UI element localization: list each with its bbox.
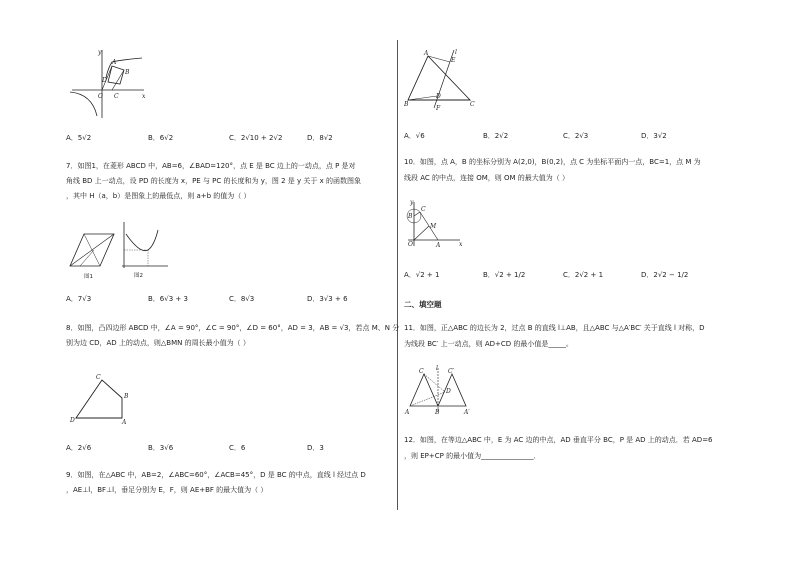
q9-label-l: l (455, 49, 457, 56)
q7-figure-1 (66, 222, 118, 280)
q9-option-a[interactable]: A．√6 (404, 132, 425, 140)
q9-option-b[interactable]: B．2√2 (483, 132, 509, 140)
q8-line-1: 8．如图，凸四边形 ABCD 中，∠A = 90°，∠C = 90°，∠D = 60°，AD = 3，AB = √3，若点 M、N 分 (66, 324, 400, 332)
q6-figure (68, 48, 148, 120)
q10-label-o: O (408, 241, 413, 248)
q6-label-d: D (102, 77, 107, 84)
q8-option-d[interactable]: D．3 (307, 444, 324, 452)
q7-line-2: 角线 BD 上一动点，设 PD 的长度为 x，PE 与 PC 的长度和为 y，图 2 是 y 关于 x 的函数图象 (66, 177, 361, 185)
q8-label-d: D (70, 417, 75, 424)
section-fill-in-header: 二、填空题 (404, 300, 442, 309)
q6-option-a[interactable]: A．5√2 (66, 134, 92, 142)
q8-option-c[interactable]: C．6 (229, 444, 246, 452)
q9-label-a: A (424, 50, 429, 57)
q9-label-b: B (404, 101, 409, 108)
q7-option-a[interactable]: A．7√3 (66, 295, 92, 303)
q10-label-m: M (430, 223, 437, 230)
q9-label-d: D (436, 93, 441, 100)
q11-label-a: A (405, 409, 410, 416)
q7-caption-1: 图1 (84, 274, 93, 280)
q10-label-a: A (436, 242, 441, 249)
q6-label-a: A (112, 59, 117, 66)
q11-figure (404, 366, 470, 416)
q6-label-b: B (125, 69, 130, 76)
q8-label-c: C (96, 374, 101, 381)
q6-label-y: y (98, 49, 102, 56)
q8-option-a[interactable]: A．2√6 (66, 444, 92, 452)
q10-option-b[interactable]: B．√2 + 1/2 (483, 271, 526, 279)
q11-label-c: C (419, 368, 424, 375)
q8-option-b[interactable]: B．3√6 (148, 444, 174, 452)
q11-line-2: 为线段 BC′ 上一动点，则 AD+CD 的最小值是_____。 (404, 340, 573, 348)
q12-line-2: ，则 EP+CP 的最小值为_______________． (404, 452, 541, 460)
q10-figure (404, 200, 464, 250)
q9-option-c[interactable]: C．2√3 (563, 132, 589, 140)
q11-label-c-prime: C′ (448, 368, 454, 375)
q6-option-d[interactable]: D．8√2 (307, 134, 333, 142)
q8-figure (66, 370, 136, 426)
q10-line-1: 10．如图，点 A，B 的坐标分别为 A(2,0)，B(0,2)，点 C 为坐标平面内一点，BC=1，点 M 为 (404, 158, 701, 166)
q7-line-1: 7．如图1，在菱形 ABCD 中，AB=6，∠BAD=120°，点 E 是 BC 边上的一动点，点 P 是对 (66, 162, 356, 170)
q9-line-1: 9．如图，在△ABC 中，AB=2，∠ABC=60°，∠ACB=45°，D 是 BC 的中点，直线 l 经过点 D (66, 471, 366, 479)
q11-label-d: D (446, 388, 451, 395)
q7-option-c[interactable]: C．8√3 (229, 295, 255, 303)
q9-label-c: C (470, 101, 475, 108)
q12-line-1: 12．如图，在等边△ABC 中，E 为 AC 边的中点，AD 垂直平分 BC，P 是 AD 上的动点．若 AD=6 (404, 436, 713, 444)
q10-label-b: B (408, 213, 413, 220)
q8-line-2: 别为边 CD，AD 上的动点，则△BMN 的周长最小值为（ ） (66, 339, 250, 347)
q9-option-d[interactable]: D．3√2 (641, 132, 667, 140)
q8-label-a: A (122, 419, 127, 426)
q10-option-c[interactable]: C．2√2 + 1 (563, 271, 604, 279)
q6-label-o: O (98, 93, 103, 100)
q7-caption-2: 图2 (134, 273, 143, 279)
q7-line-3: ，其中 H（a，b）是图象上的最低点，则 a+b 的值为（ ） (66, 192, 251, 200)
column-divider (397, 40, 398, 510)
q7-option-d[interactable]: D．3√3 + 6 (307, 295, 348, 303)
q10-label-x: x (459, 241, 463, 248)
q10-option-d[interactable]: D．2√2 − 1/2 (641, 271, 689, 279)
q9-label-f: F (436, 105, 441, 112)
q11-label-l: l (436, 365, 438, 372)
q10-label-c: C (421, 206, 426, 213)
q11-label-a-prime: A′ (464, 409, 470, 416)
q10-label-y: y (410, 199, 414, 206)
q11-label-b: B (435, 409, 440, 416)
q8-label-b: B (124, 393, 129, 400)
q9-label-e: E (451, 57, 456, 64)
q9-line-2: ，AE⊥l，BF⊥l，垂足分别为 E，F，则 AE+BF 的最大值为（ ） (66, 486, 268, 494)
q10-option-a[interactable]: A．√2 + 1 (404, 271, 440, 279)
q7-option-b[interactable]: B．6√3 + 3 (148, 295, 188, 303)
q7-figure-2 (118, 220, 170, 280)
q10-line-2: 线段 AC 的中点，连接 OM，则 OM 的最大值为（ ） (404, 174, 570, 182)
q11-line-1: 11．如图，正△ABC 的边长为 2，过点 B 的直线 l⊥AB，且△ABC 与△A′BC′ 关于直线 l 对称，D (404, 324, 705, 332)
q6-option-c[interactable]: C．2√10 + 2√2 (229, 134, 283, 142)
q9-figure (404, 48, 480, 112)
q6-label-x: x (142, 93, 146, 100)
q6-label-c: C (114, 93, 119, 100)
q6-option-b[interactable]: B．6√2 (148, 134, 174, 142)
